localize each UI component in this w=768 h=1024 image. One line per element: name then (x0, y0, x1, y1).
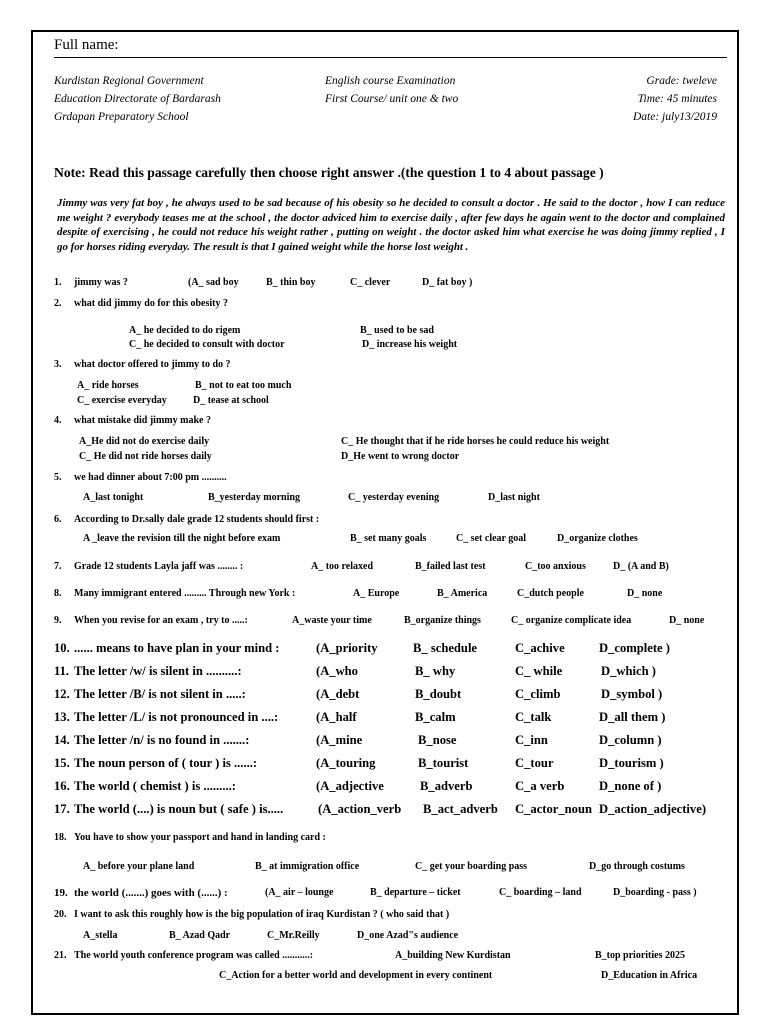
q4-option-a[interactable]: A_He did not do exercise daily (79, 436, 210, 447)
q1-option-a[interactable]: (A_ sad boy (188, 277, 239, 288)
q1-option-c[interactable]: C_ clever (350, 277, 391, 288)
q8-option-b[interactable]: B_ America (437, 588, 488, 599)
q3-option-a[interactable]: A_ ride horses (77, 380, 139, 391)
q10-option-a[interactable]: (A_priority (316, 641, 378, 655)
q12-option-a[interactable]: (A_debt (316, 687, 360, 701)
q8-option-d[interactable]: D_ none (627, 588, 663, 599)
q18-option-c[interactable]: C_ get your boarding pass (415, 861, 528, 872)
question-20: 20. I want to ask this roughly how is the big population of iraq Kurdistan ? ( who said that ) (54, 909, 450, 920)
question-7: 7. Grade 12 students Layla jaff was ........ : (54, 561, 244, 572)
question-12: 12. The letter /B/ is not silent in .....: (54, 687, 246, 701)
question-17: 17. The world (....) is noun but ( safe ) is..... (54, 802, 284, 816)
q6-option-d[interactable]: D_organize clothes (557, 533, 638, 544)
question-4: 4. what mistake did jimmy make ? (54, 415, 211, 426)
q5-option-c[interactable]: C_ yesterday evening (348, 492, 440, 503)
q17-option-c[interactable]: C_actor_noun (515, 802, 592, 816)
q13-option-b[interactable]: B_calm (415, 710, 456, 724)
q11-option-d[interactable]: D_which ) (601, 664, 656, 678)
q7-option-c[interactable]: C_too anxious (525, 561, 586, 572)
q20-option-d[interactable]: D_one Azad"s audience (357, 930, 459, 941)
q15-option-b[interactable]: B_tourist (418, 756, 469, 770)
q16-option-a[interactable]: (A_adjective (316, 779, 384, 793)
q19-option-b[interactable]: B_ departure – ticket (370, 887, 461, 898)
q9-option-a[interactable]: A_waste your time (292, 615, 372, 626)
q20-option-a[interactable]: A_stella (83, 930, 118, 941)
q12-option-d[interactable]: D_symbol ) (601, 687, 663, 701)
q3-option-b[interactable]: B_ not to eat too much (195, 380, 292, 391)
q7-option-d[interactable]: D_ (A and B) (613, 561, 669, 572)
question-21: 21. The world youth conference program was called ...........: (54, 950, 314, 961)
q13-option-d[interactable]: D_all them ) (599, 710, 666, 724)
header-time: Time: 45 minutes (637, 93, 717, 105)
question-19: 19. the world (.......) goes with (......) : (54, 887, 228, 899)
q8-option-a[interactable]: A_ Europe (353, 588, 400, 599)
q13-option-c[interactable]: C_talk (515, 710, 552, 724)
q11-option-a[interactable]: (A_who (316, 664, 358, 678)
q19-option-d[interactable]: D_boarding - pass ) (613, 887, 697, 898)
q16-option-b[interactable]: B_adverb (420, 779, 473, 793)
q1-option-d[interactable]: D_ fat boy ) (422, 277, 473, 288)
question-15: 15. The noun person of ( tour ) is ......: (54, 756, 258, 770)
q17-option-d[interactable]: D_action_adjective) (599, 802, 707, 816)
q12-option-c[interactable]: C_climb (515, 687, 561, 701)
question-13: 13. The letter /L/ is not pronounced in ....: (54, 710, 279, 724)
q20-option-b[interactable]: B_ Azad Qadr (169, 930, 231, 941)
q19-option-c[interactable]: C_ boarding – land (499, 887, 582, 898)
q2-option-b[interactable]: B_ used to be sad (360, 325, 434, 336)
header-date: Date: july13/2019 (633, 111, 717, 123)
question-10: 10. ...... means to have plan in your mind : (54, 641, 280, 655)
q6-option-c[interactable]: C_ set clear goal (456, 533, 527, 544)
q14-option-a[interactable]: (A_mine (316, 733, 363, 747)
question-3: 3. what doctor offered to jimmy to do ? (54, 359, 231, 370)
q2-option-c[interactable]: C_ he decided to consult with doctor (129, 339, 285, 350)
q16-option-c[interactable]: C_a verb (515, 779, 565, 793)
q21-option-c[interactable]: C_Action for a better world and development in every continent (219, 970, 493, 981)
header-directorate: Education Directorate of Bardarash (54, 93, 221, 105)
q2-option-a[interactable]: A_ he decided to do rigem (129, 325, 241, 336)
q4-option-c[interactable]: C_ He thought that if he ride horses he could reduce his weight (341, 436, 610, 447)
reading-passage: Jimmy was very fat boy , he always used to be sad because of his obesity so he decided to consult a doctor . He said to the doctor , how I can reduce me weight ? everybody teases me at the school , the doctor adviced him to exercise daily , after few days he again went to the doctor and complained despite of exercising , he could not reduce his weight rather , putting on weight . the doctor asked him what exercise he was doing jimmy replied , I go for horses riding everyday. The result is that I gained weight while the horse lost weight . (57, 197, 725, 253)
question-16: 16. The world ( chemist ) is .........: (54, 779, 236, 793)
full-name-label: Full name: (54, 37, 119, 53)
question-2: 2. what did jimmy do for this obesity ? (54, 298, 228, 309)
header-government: Kurdistan Regional Government (54, 75, 204, 87)
q15-option-a[interactable]: (A_touring (316, 756, 376, 770)
header-school: Grdapan Preparatory School (54, 111, 189, 123)
q18-option-d[interactable]: D_go through costums (589, 861, 685, 872)
q6-option-a[interactable]: A _leave the revision till the night before exam (83, 533, 281, 544)
header-grade: Grade: tweleve (646, 75, 717, 87)
question-1: 1. jimmy was ? (54, 277, 128, 288)
q12-option-b[interactable]: B_doubt (415, 687, 462, 701)
question-18: 18. You have to show your passport and hand in landing card : (54, 832, 326, 843)
q10-option-d[interactable]: D_complete ) (599, 641, 670, 655)
q4-option-d[interactable]: D_He went to wrong doctor (341, 451, 460, 462)
question-9: 9. When you revise for an exam , try to .....: (54, 615, 248, 626)
q21-option-d[interactable]: D_Education in Africa (601, 970, 698, 981)
q19-option-a[interactable]: (A_ air – lounge (265, 887, 334, 898)
q16-option-d[interactable]: D_none of ) (599, 779, 662, 793)
question-5: 5. we had dinner about 7:00 pm .......... (54, 472, 227, 483)
q14-option-b[interactable]: B_nose (418, 733, 457, 747)
q8-option-c[interactable]: C_dutch people (517, 588, 584, 599)
q9-option-b[interactable]: B_organize things (404, 615, 481, 626)
question-14: 14. The letter /n/ is no found in .......: (54, 733, 250, 747)
note-instruction: Note: Read this passage carefully then choose right answer .(the question 1 to 4 about passage ) (54, 165, 604, 180)
q13-option-a[interactable]: (A_half (316, 710, 357, 724)
q5-option-a[interactable]: A_last tonight (83, 492, 144, 503)
q3-option-c[interactable]: C_ exercise everyday (77, 395, 167, 406)
q5-option-b[interactable]: B_yesterday morning (208, 492, 300, 503)
q4-option-b[interactable]: C_ He did not ride horses daily (79, 451, 212, 462)
q3-option-d[interactable]: D_ tease at school (193, 395, 269, 406)
q14-option-d[interactable]: D_column ) (599, 733, 662, 747)
q2-option-d[interactable]: D_ increase his weight (362, 339, 458, 350)
q1-option-b[interactable]: B_ thin boy (266, 277, 316, 288)
q17-option-a[interactable]: (A_action_verb (318, 802, 402, 816)
q14-option-c[interactable]: C_inn (515, 733, 548, 747)
q21-option-a[interactable]: A_building New Kurdistan (395, 950, 511, 961)
q11-option-c[interactable]: C_ while (515, 664, 563, 678)
q15-option-c[interactable]: C_tour (515, 756, 554, 770)
header-course: First Course/ unit one & two (325, 93, 459, 105)
exam-sheet (31, 30, 739, 1015)
q15-option-d[interactable]: D_tourism ) (599, 756, 664, 770)
q7-option-a[interactable]: A_ too relaxed (311, 561, 374, 572)
q10-option-c[interactable]: C_achive (515, 641, 565, 655)
question-8: 8. Many immigrant entered ......... Through new York : (54, 588, 296, 599)
q17-option-b[interactable]: B_act_adverb (423, 802, 498, 816)
q18-option-a[interactable]: A_ before your plane land (83, 861, 195, 872)
question-6: 6. According to Dr.sally dale grade 12 students should first : (54, 514, 320, 525)
q20-option-c[interactable]: C_Mr.Reilly (267, 930, 320, 941)
q9-option-d[interactable]: D_ none (669, 615, 705, 626)
q5-option-d[interactable]: D_last night (488, 492, 540, 503)
q11-option-b[interactable]: B_ why (415, 664, 456, 678)
question-11: 11. The letter /w/ is silent in ..........: (54, 664, 242, 678)
q9-option-c[interactable]: C_ organize complicate idea (511, 615, 632, 626)
q18-option-b[interactable]: B_ at immigration office (255, 861, 360, 872)
header-exam-title: English course Examination (325, 75, 456, 87)
name-underline (54, 57, 727, 58)
q21-option-b[interactable]: B_top priorities 2025 (595, 950, 685, 961)
q7-option-b[interactable]: B_failed last test (415, 561, 486, 572)
q6-option-b[interactable]: B_ set many goals (350, 533, 427, 544)
q10-option-b[interactable]: B_ schedule (413, 641, 478, 655)
